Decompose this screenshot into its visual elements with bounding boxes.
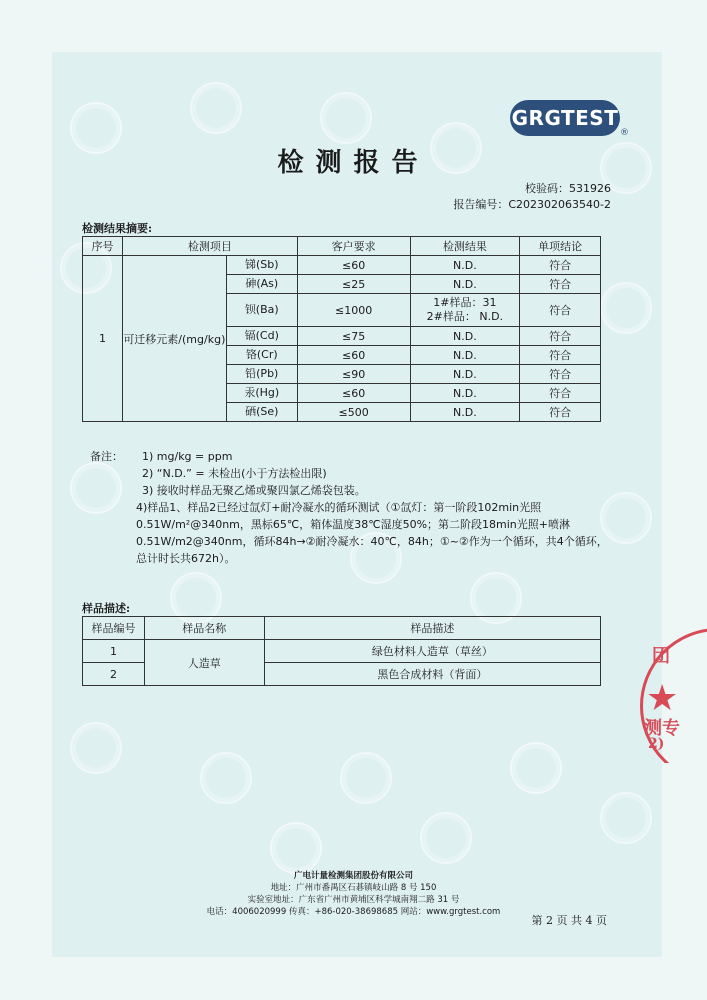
category-cell: [122, 256, 297, 422]
header-conclusion: 单项结论: [520, 237, 601, 256]
grgtest-logo: GRGTEST: [510, 100, 620, 136]
con-sb: 符合: [520, 256, 601, 275]
item-as: 砷(As): [227, 275, 297, 294]
table-header-row: [83, 237, 601, 256]
req-as: ≤25: [297, 275, 410, 294]
item-sb: 锑(Sb): [227, 256, 297, 275]
req-pb: ≤90: [297, 365, 410, 384]
header-sample-desc: 样品描述: [264, 617, 600, 640]
res-pb: N.D.: [410, 365, 520, 384]
results-table: [82, 236, 601, 422]
item-se: 硒(Se): [245, 405, 279, 418]
con-hg: 符合: [520, 384, 601, 403]
watermark-icon: [200, 752, 252, 804]
star-icon: ★: [646, 678, 679, 719]
res-cd: N.D.: [410, 327, 520, 346]
footer: [0, 870, 707, 918]
results-label: 检测结果摘要:: [82, 222, 153, 235]
page-title: 检测报告: [277, 148, 430, 178]
sample-no-2: 2: [83, 663, 145, 686]
con-se: 符合: [520, 403, 601, 422]
header-seq: 序号: [83, 237, 123, 256]
notes-label: 备注：: [90, 450, 123, 463]
sample-name: 人造草: [144, 640, 264, 686]
req-ba: ≤1000: [297, 294, 410, 327]
con-as: 符合: [520, 275, 601, 294]
samples-label: 样品描述:: [82, 602, 131, 615]
check-code-value: 531926: [569, 182, 611, 195]
check-code-label: 校验码：: [525, 182, 569, 195]
report-number-label: 报告编号：: [453, 198, 509, 211]
watermark-icon: [270, 822, 322, 874]
samples-table: [82, 616, 601, 686]
page-number: 第 2 页 共 4 页: [531, 914, 607, 927]
note-2: 2) “N.D.” = 未检出(小于方法检出限): [142, 467, 327, 480]
watermark-icon: [320, 92, 372, 144]
watermark-icon: [190, 82, 242, 134]
header-item: 检测项目: [122, 237, 297, 256]
table-header-row: [83, 617, 601, 640]
check-code: [525, 180, 611, 196]
watermark-icon: [600, 792, 652, 844]
note-1: 1) mg/kg = ppm: [142, 450, 233, 463]
watermark-icon: [340, 752, 392, 804]
req-cr: ≤60: [297, 346, 410, 365]
item-pb: 铅(Pb): [227, 365, 297, 384]
note-4: 4)样品1、样品2已经过氙灯+耐冷凝水的循环测试（①氙灯：第一阶段102min光照0.51W/m²@340nm，黑标65℃，箱体温度38℃湿度50%；第二阶段18min光照+喷淋0.51W/m2@340nm，循环84h→②耐冷凝水：40℃，84h；①~②作为一个循环，共4个循环，总计时长共672h）。: [136, 501, 608, 565]
footer-contact: 电话：4006020999 传真：+86-020-38698685 网站：www.grgtest.com: [206, 907, 501, 917]
con-cd: 符合: [520, 327, 601, 346]
table-row: [83, 640, 601, 663]
report-number-value: C202302063540-2: [508, 198, 611, 211]
official-stamp: [640, 628, 707, 763]
header-requirement: 客户要求: [297, 237, 410, 256]
watermark-icon: [420, 812, 472, 864]
sample-desc-2: 黑色合成材料（背面）: [264, 663, 600, 686]
note-3: 3) 接收时样品无聚乙烯或聚四氯乙烯袋包装。: [142, 484, 366, 497]
stamp-text-top: 团: [652, 646, 670, 667]
header-sample-no: 样品编号: [83, 617, 145, 640]
watermark-icon: [510, 742, 562, 794]
item-cr: 铬(Cr): [227, 346, 297, 365]
con-ba: 符合: [520, 294, 601, 327]
category-label: 可迁移元素/(mg/kg): [123, 256, 227, 421]
seq-cell: 1: [83, 256, 123, 422]
category-split: [123, 256, 297, 421]
sample-no-1: 1: [83, 640, 145, 663]
stamp-text-bottom: 测专: [644, 718, 680, 739]
con-pb: 符合: [520, 365, 601, 384]
res-ba-sample2: 2#样品： N.D.: [426, 310, 504, 323]
res-as: N.D.: [410, 275, 520, 294]
header-result: 检测结果: [410, 237, 520, 256]
res-ba: [410, 294, 520, 327]
footer-company: 广电计量检测集团股份有限公司: [293, 871, 413, 881]
req-se: ≤500: [297, 403, 410, 422]
res-se: N.D.: [410, 403, 520, 422]
item-hg: 汞(Hg): [227, 384, 297, 403]
report-number: [453, 196, 611, 212]
con-cr: 符合: [520, 346, 601, 365]
req-cd: ≤75: [297, 327, 410, 346]
res-hg: N.D.: [410, 384, 520, 403]
res-ba-sample1: 1#样品：31: [433, 296, 497, 309]
watermark-icon: [70, 462, 122, 514]
watermark-icon: [600, 282, 652, 334]
table-row: [83, 256, 601, 275]
req-hg: ≤60: [297, 384, 410, 403]
watermark-icon: [70, 722, 122, 774]
res-cr: N.D.: [410, 346, 520, 365]
notes-body: [136, 448, 610, 567]
item-ba: 钡(Ba): [227, 294, 297, 327]
req-sb: ≤60: [297, 256, 410, 275]
sample-desc-1: 绿色材料人造草（草丝）: [264, 640, 600, 663]
item-column: [227, 256, 297, 421]
header-sample-name: 样品名称: [144, 617, 264, 640]
res-sb: N.D.: [410, 256, 520, 275]
item-cd: 镉(Cd): [227, 327, 297, 346]
registered-mark: ®: [620, 128, 629, 138]
stamp-text-code: 2): [648, 736, 665, 752]
footer-lab: 实验室地址：广东省广州市黄埔区科学城南翔二路 31 号: [247, 895, 460, 905]
footer-address: 地址：广州市番禺区石碁镇岐山路 8 号 150: [270, 883, 437, 893]
